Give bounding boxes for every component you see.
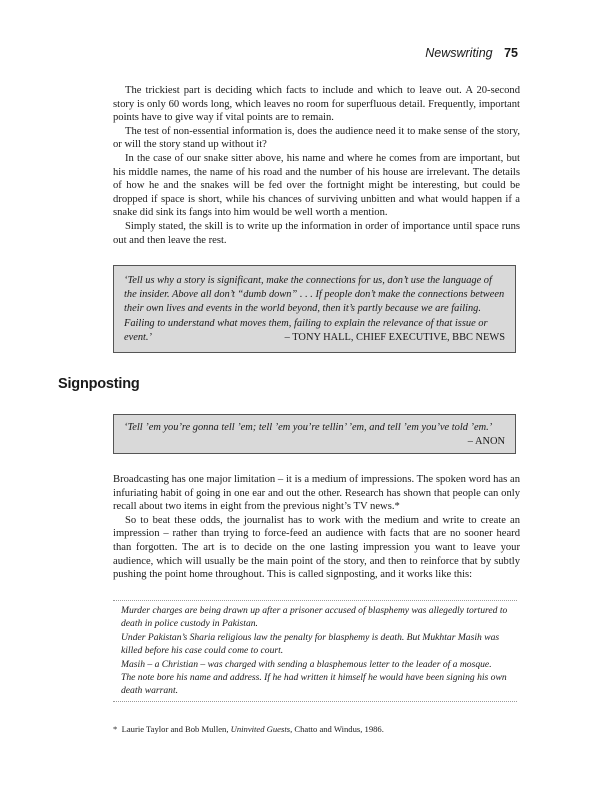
pull-quote-tony-hall xyxy=(113,265,516,353)
paragraph: Broadcasting has one major limitation – it is a medium of impressions. The spoken word has an infuriating habit of going in one ear and out the other. Research has shown that people can only recall about two items in eight from the previous night’s TV news.* xyxy=(113,474,520,513)
intro-text xyxy=(113,84,520,247)
footnote xyxy=(113,724,384,734)
paragraph: The test of non-essential information is, does the audience need it to make sense of the story, or will the story stand up without it? xyxy=(113,125,520,151)
signposting-example xyxy=(113,600,517,702)
example-line: The note bore his name and address. If he had written it himself he would have been signing his own death warrant. xyxy=(121,672,507,697)
footnote-marker: * xyxy=(113,724,118,734)
footnote-book-title: Uninvited Guests xyxy=(230,724,291,734)
footnote-publisher: , Chatto and Windus, 1986. xyxy=(290,724,384,734)
signposting-text xyxy=(113,473,520,582)
quote-attribution: – ANON xyxy=(467,436,505,448)
paragraph: Simply stated, the skill is to write up the information in order of importance until space runs out and then leave the rest. xyxy=(113,220,520,246)
running-header-title: Newswriting xyxy=(425,46,493,60)
quote-text: ‘Tell us why a story is significant, make the connections for us, don’t use the language of the insider. Above all don’t “dumb down” . . . If people don’t make the connections between their own lives and events in the world beyond, then it’s partly because we are failing. Failing to understand what moves them, failing to explain the relevance of that issue or event.’ xyxy=(124,275,505,343)
quote-text: ‘Tell ’em you’re gonna tell ’em; tell ’em you’re tellin’ ’em, and tell ’em you’ve told ’em.’ xyxy=(124,422,493,433)
section-heading: Signposting xyxy=(58,376,140,392)
example-line: Murder charges are being drawn up after a prisoner accused of blasphemy was allegedly tortured to death in police custody in Pakistan. xyxy=(121,605,508,630)
paragraph: In the case of our snake sitter above, his name and where he comes from are important, but his middle names, the name of his road and the number of his house are irrelevant. The details of how he and the snakes will be fed over the fortnight might be interesting, but could be dropped if space is short, while his chances of surviving unbitten and what would happen if a snake did sink its fangs into him would be well worth a mention. xyxy=(113,152,520,219)
paragraph: So to beat these odds, the journalist has to work with the medium and write to create an impression – rather than trying to force-feed an audience with facts that are no sooner heard than forgotten. The art is to decide on the one lasting impression you want to leave your audience, which will usually be the main point of the story, and then to reinforce that by subtly pushing the point home throughout. This is called signposting, and it works like this: xyxy=(113,514,520,581)
example-line: Under Pakistan’s Sharia religious law the penalty for blasphemy is death. But Mukhtar Masih was killed before his case could come to court. xyxy=(121,631,500,657)
quote-attribution: – TONY HALL, CHIEF EXECUTIVE, BBC NEWS xyxy=(284,331,505,343)
pull-quote-anon xyxy=(113,414,516,454)
paragraph: The trickiest part is deciding which facts to include and which to leave out. A 20-second story is only 60 words long, which leaves no room for superfluous detail. Frequently, important points have to give way if vital points are to remain. xyxy=(113,85,520,124)
example-line: Masih – a Christian – was charged with sending a blasphemous letter to the leader of a mosque. xyxy=(121,658,492,670)
page-number: 75 xyxy=(504,46,518,60)
footnote-authors: Laurie Taylor and Bob Mullen, xyxy=(121,724,229,734)
running-header xyxy=(425,46,518,60)
